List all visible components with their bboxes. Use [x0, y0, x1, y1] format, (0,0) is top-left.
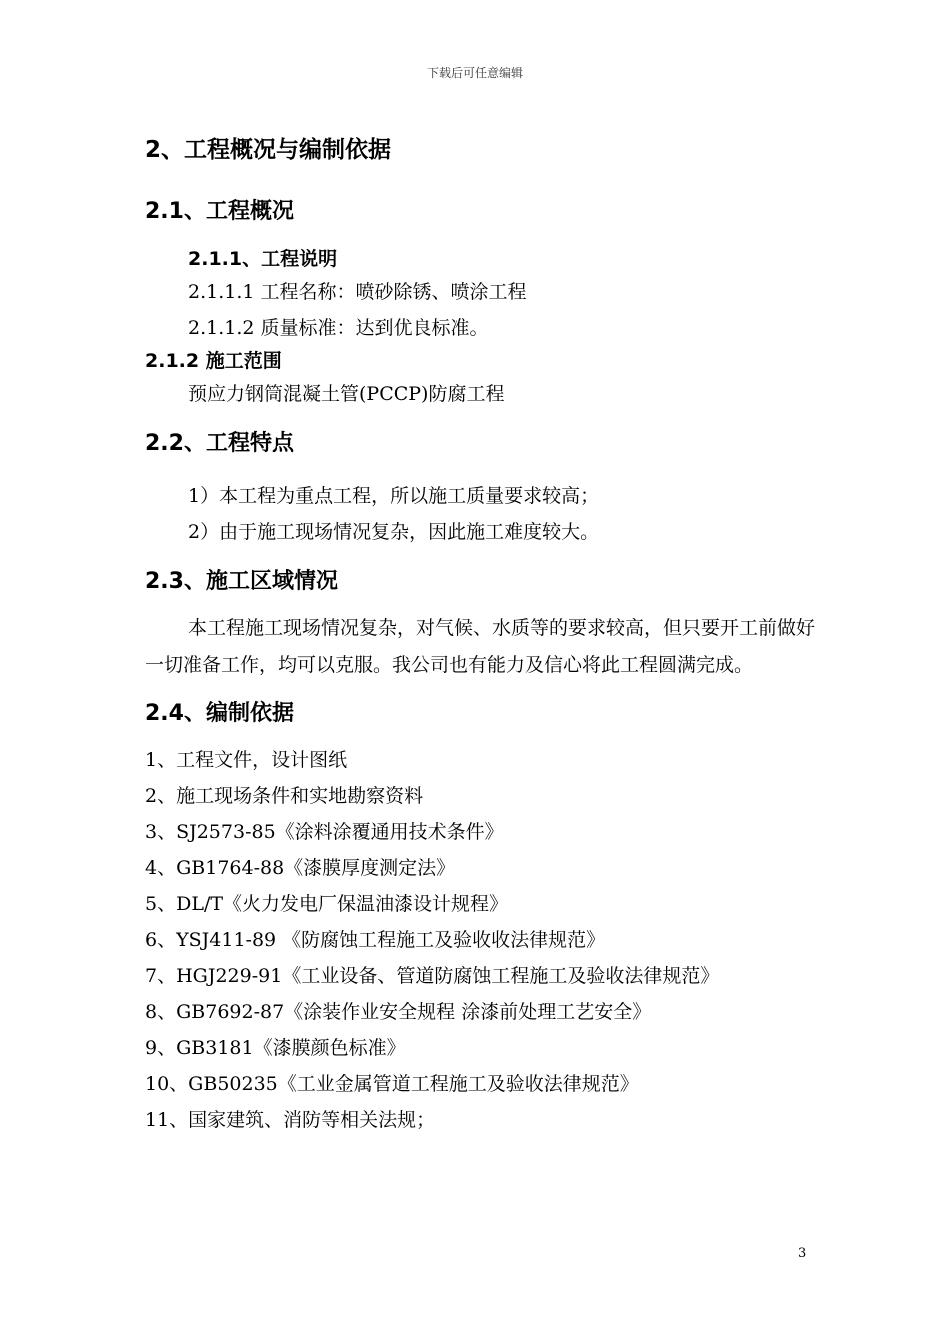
basis-list-item: 2、施工现场条件和实地勘察资料	[145, 785, 424, 807]
basis-list-item: 9、GB3181《漆膜颜色标准》	[145, 1037, 406, 1059]
section-2-1-title: 2.1、工程概况	[145, 199, 294, 224]
basis-list-item: 6、YSJ411-89 《防腐蚀工程施工及验收收法律规范》	[145, 929, 606, 951]
page-content	[145, 132, 815, 1138]
basis-list-item: 8、GB7692-87《涂装作业安全规程 涂漆前处理工艺安全》	[145, 1001, 652, 1023]
page-header: 下载后可任意编辑	[426, 66, 523, 80]
basis-list-item: 3、SJ2573-85《涂料涂覆通用技术条件》	[145, 821, 504, 843]
section-2-title: 2、工程概况与编制依据	[145, 137, 392, 163]
construction-scope-text: 预应力钢筒混凝土管(PCCP)防腐工程	[188, 383, 505, 405]
section-2-4-title: 2.4、编制依据	[145, 701, 294, 726]
basis-list-item: 7、HGJ229-91《工业设备、管道防腐蚀工程施工及验收法律规范》	[145, 965, 720, 987]
section-2-1-1-title: 2.1.1、工程说明	[188, 248, 338, 270]
section-2-2-title: 2.2、工程特点	[145, 431, 294, 456]
section-2-1-2-title: 2.1.2 施工范围	[145, 350, 282, 372]
feature-item: 1）本工程为重点工程，所以施工质量要求较高；	[188, 485, 600, 507]
basis-list-item: 10、GB50235《工业金属管道工程施工及验收法律规范》	[145, 1073, 639, 1095]
basis-list-item: 11、国家建筑、消防等相关法规；	[145, 1109, 436, 1131]
page-number: 3	[798, 1246, 807, 1261]
basis-list-item: 4、GB1764-88《漆膜厚度测定法》	[145, 857, 456, 879]
area-situation-paragraph: 本工程施工现场情况复杂，对气候、水质等的要求较高，但只要开工前做好一切准备工作，均可以克服。我公司也有能力及信心将此工程圆满完成。	[145, 617, 816, 676]
basis-list-item: 1、工程文件，设计图纸	[145, 749, 348, 771]
quality-standard-item: 2.1.1.2 质量标准：达到优良标准。	[188, 317, 489, 339]
section-2-3-title: 2.3、施工区域情况	[145, 569, 338, 594]
basis-list-item: 5、DL/T《火力发电厂保温油漆设计规程》	[145, 893, 509, 915]
project-name-item: 2.1.1.1 工程名称：喷砂除锈、喷涂工程	[188, 281, 527, 303]
feature-item: 2）由于施工现场情况复杂，因此施工难度较大。	[188, 521, 600, 543]
